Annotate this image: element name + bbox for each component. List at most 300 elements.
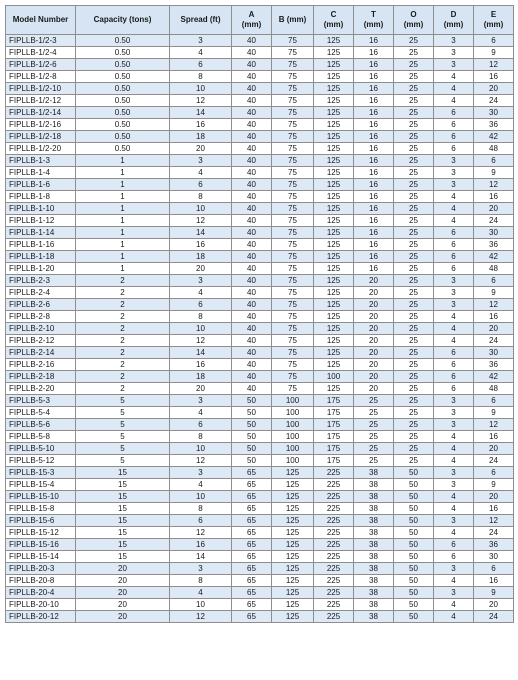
cell-e: 48 (474, 263, 514, 275)
cell-spread: 4 (170, 287, 232, 299)
cell-spread: 18 (170, 371, 232, 383)
cell-spread: 3 (170, 563, 232, 575)
table-row (6, 203, 514, 215)
cell-model-number: FIPLLB-1/2-18 (6, 131, 76, 143)
cell-a: 65 (232, 587, 272, 599)
cell-a: 40 (232, 35, 272, 47)
cell-c: 125 (314, 347, 354, 359)
cell-e: 20 (474, 599, 514, 611)
cell-capacity: 1 (76, 155, 170, 167)
cell-spread: 6 (170, 179, 232, 191)
cell-e: 36 (474, 359, 514, 371)
cell-b: 75 (272, 143, 314, 155)
table-row (6, 515, 514, 527)
cell-e: 12 (474, 299, 514, 311)
table-row (6, 119, 514, 131)
cell-c: 225 (314, 527, 354, 539)
cell-d: 3 (434, 275, 474, 287)
cell-a: 40 (232, 59, 272, 71)
cell-b: 125 (272, 599, 314, 611)
table-row (6, 35, 514, 47)
cell-d: 3 (434, 407, 474, 419)
cell-b: 75 (272, 203, 314, 215)
cell-e: 30 (474, 347, 514, 359)
cell-model-number: FIPLLB-15-14 (6, 551, 76, 563)
cell-spread: 16 (170, 119, 232, 131)
cell-t: 16 (354, 35, 394, 47)
cell-o: 25 (394, 443, 434, 455)
column-header-label: Model Number (12, 15, 69, 24)
cell-a: 65 (232, 539, 272, 551)
cell-e: 20 (474, 491, 514, 503)
cell-d: 3 (434, 563, 474, 575)
cell-b: 125 (272, 587, 314, 599)
cell-e: 30 (474, 551, 514, 563)
cell-model-number: FIPLLB-1/2-10 (6, 83, 76, 95)
cell-a: 40 (232, 335, 272, 347)
cell-c: 175 (314, 431, 354, 443)
cell-c: 125 (314, 323, 354, 335)
cell-capacity: 2 (76, 287, 170, 299)
cell-capacity: 0.50 (76, 143, 170, 155)
cell-e: 20 (474, 323, 514, 335)
cell-t: 25 (354, 455, 394, 467)
cell-c: 175 (314, 395, 354, 407)
cell-c: 225 (314, 515, 354, 527)
cell-t: 25 (354, 431, 394, 443)
cell-b: 125 (272, 539, 314, 551)
cell-e: 16 (474, 503, 514, 515)
cell-model-number: FIPLLB-1-16 (6, 239, 76, 251)
cell-c: 125 (314, 227, 354, 239)
cell-o: 50 (394, 479, 434, 491)
table-row (6, 383, 514, 395)
cell-b: 100 (272, 455, 314, 467)
cell-model-number: FIPLLB-2-14 (6, 347, 76, 359)
cell-capacity: 0.50 (76, 59, 170, 71)
cell-t: 16 (354, 59, 394, 71)
table-row (6, 95, 514, 107)
cell-spread: 12 (170, 455, 232, 467)
cell-a: 65 (232, 575, 272, 587)
cell-spread: 4 (170, 479, 232, 491)
column-header-o (394, 6, 434, 35)
cell-c: 175 (314, 407, 354, 419)
cell-o: 25 (394, 455, 434, 467)
cell-e: 16 (474, 575, 514, 587)
cell-a: 40 (232, 239, 272, 251)
cell-o: 25 (394, 383, 434, 395)
cell-a: 40 (232, 167, 272, 179)
cell-model-number: FIPLLB-1/2-16 (6, 119, 76, 131)
cell-c: 125 (314, 383, 354, 395)
cell-model-number: FIPLLB-2-20 (6, 383, 76, 395)
cell-d: 3 (434, 155, 474, 167)
cell-model-number: FIPLLB-1/2-12 (6, 95, 76, 107)
cell-spread: 3 (170, 467, 232, 479)
column-header-label: B (mm) (278, 15, 307, 24)
cell-a: 50 (232, 407, 272, 419)
cell-model-number: FIPLLB-1-18 (6, 251, 76, 263)
cell-t: 38 (354, 491, 394, 503)
cell-model-number: FIPLLB-1/2-4 (6, 47, 76, 59)
cell-spread: 12 (170, 335, 232, 347)
cell-d: 4 (434, 575, 474, 587)
cell-a: 65 (232, 527, 272, 539)
cell-model-number: FIPLLB-1-14 (6, 227, 76, 239)
table-row (6, 227, 514, 239)
cell-o: 25 (394, 95, 434, 107)
table-row (6, 575, 514, 587)
cell-o: 25 (394, 311, 434, 323)
cell-c: 125 (314, 47, 354, 59)
cell-b: 75 (272, 239, 314, 251)
cell-capacity: 15 (76, 527, 170, 539)
table-row (6, 551, 514, 563)
cell-o: 25 (394, 143, 434, 155)
cell-t: 25 (354, 395, 394, 407)
table-row (6, 311, 514, 323)
cell-d: 3 (434, 419, 474, 431)
cell-o: 25 (394, 347, 434, 359)
cell-e: 24 (474, 335, 514, 347)
table-row (6, 347, 514, 359)
cell-a: 40 (232, 227, 272, 239)
table-row (6, 395, 514, 407)
cell-a: 65 (232, 551, 272, 563)
cell-d: 3 (434, 299, 474, 311)
table-row (6, 179, 514, 191)
cell-t: 16 (354, 47, 394, 59)
cell-b: 75 (272, 311, 314, 323)
cell-t: 38 (354, 467, 394, 479)
cell-capacity: 1 (76, 263, 170, 275)
cell-d: 4 (434, 203, 474, 215)
cell-spread: 14 (170, 107, 232, 119)
cell-d: 4 (434, 83, 474, 95)
cell-b: 100 (272, 395, 314, 407)
cell-a: 50 (232, 455, 272, 467)
cell-o: 25 (394, 299, 434, 311)
cell-spread: 18 (170, 131, 232, 143)
cell-capacity: 0.50 (76, 131, 170, 143)
cell-model-number: FIPLLB-2-10 (6, 323, 76, 335)
cell-c: 125 (314, 71, 354, 83)
cell-capacity: 5 (76, 419, 170, 431)
cell-e: 6 (474, 467, 514, 479)
cell-c: 225 (314, 611, 354, 623)
cell-capacity: 2 (76, 311, 170, 323)
table-row (6, 275, 514, 287)
cell-c: 125 (314, 131, 354, 143)
cell-c: 125 (314, 251, 354, 263)
cell-d: 4 (434, 95, 474, 107)
cell-d: 6 (434, 347, 474, 359)
cell-a: 40 (232, 119, 272, 131)
table-row (6, 539, 514, 551)
cell-b: 75 (272, 323, 314, 335)
cell-a: 65 (232, 503, 272, 515)
cell-o: 25 (394, 83, 434, 95)
table-row (6, 371, 514, 383)
cell-o: 25 (394, 359, 434, 371)
column-header-label: O (410, 10, 417, 19)
cell-spread: 16 (170, 539, 232, 551)
cell-b: 125 (272, 611, 314, 623)
cell-b: 100 (272, 407, 314, 419)
cell-capacity: 15 (76, 491, 170, 503)
cell-o: 25 (394, 35, 434, 47)
table-row (6, 107, 514, 119)
cell-c: 125 (314, 155, 354, 167)
cell-t: 20 (354, 287, 394, 299)
cell-d: 6 (434, 263, 474, 275)
cell-t: 38 (354, 539, 394, 551)
cell-capacity: 15 (76, 503, 170, 515)
cell-o: 50 (394, 563, 434, 575)
cell-o: 25 (394, 167, 434, 179)
cell-c: 175 (314, 443, 354, 455)
column-header-b (272, 6, 314, 35)
table-row (6, 215, 514, 227)
cell-t: 16 (354, 239, 394, 251)
cell-capacity: 20 (76, 563, 170, 575)
cell-a: 40 (232, 251, 272, 263)
table-body (6, 35, 514, 623)
cell-t: 16 (354, 179, 394, 191)
cell-c: 175 (314, 419, 354, 431)
cell-spread: 20 (170, 383, 232, 395)
table-row (6, 419, 514, 431)
column-header-e (474, 6, 514, 35)
cell-a: 40 (232, 263, 272, 275)
cell-o: 25 (394, 203, 434, 215)
cell-o: 50 (394, 611, 434, 623)
cell-spread: 10 (170, 599, 232, 611)
column-header-label: Capacity (tons) (93, 15, 152, 24)
cell-o: 25 (394, 191, 434, 203)
cell-e: 48 (474, 383, 514, 395)
cell-c: 225 (314, 503, 354, 515)
cell-capacity: 0.50 (76, 107, 170, 119)
cell-a: 40 (232, 203, 272, 215)
cell-model-number: FIPLLB-15-8 (6, 503, 76, 515)
header-row (6, 6, 514, 35)
cell-capacity: 15 (76, 539, 170, 551)
cell-o: 25 (394, 107, 434, 119)
column-header-label: D (450, 10, 457, 19)
cell-model-number: FIPLLB-1/2-20 (6, 143, 76, 155)
cell-b: 125 (272, 503, 314, 515)
cell-t: 38 (354, 587, 394, 599)
cell-o: 25 (394, 71, 434, 83)
spec-table-container (5, 5, 514, 623)
cell-t: 38 (354, 563, 394, 575)
table-row (6, 323, 514, 335)
cell-c: 125 (314, 215, 354, 227)
column-header-a (232, 6, 272, 35)
cell-model-number: FIPLLB-15-16 (6, 539, 76, 551)
cell-d: 3 (434, 395, 474, 407)
cell-o: 25 (394, 407, 434, 419)
cell-d: 6 (434, 227, 474, 239)
cell-d: 4 (434, 335, 474, 347)
cell-a: 40 (232, 47, 272, 59)
cell-a: 65 (232, 491, 272, 503)
table-row (6, 611, 514, 623)
cell-e: 6 (474, 395, 514, 407)
cell-a: 50 (232, 395, 272, 407)
cell-b: 75 (272, 227, 314, 239)
cell-d: 6 (434, 383, 474, 395)
cell-e: 9 (474, 479, 514, 491)
cell-o: 50 (394, 599, 434, 611)
cell-e: 42 (474, 251, 514, 263)
cell-t: 20 (354, 299, 394, 311)
cell-d: 3 (434, 167, 474, 179)
cell-spread: 12 (170, 527, 232, 539)
table-row (6, 467, 514, 479)
cell-spread: 10 (170, 491, 232, 503)
cell-d: 6 (434, 107, 474, 119)
cell-b: 75 (272, 371, 314, 383)
cell-e: 6 (474, 563, 514, 575)
table-row (6, 155, 514, 167)
cell-model-number: FIPLLB-2-6 (6, 299, 76, 311)
cell-capacity: 2 (76, 323, 170, 335)
cell-o: 25 (394, 395, 434, 407)
cell-e: 24 (474, 215, 514, 227)
cell-t: 16 (354, 167, 394, 179)
cell-spread: 14 (170, 347, 232, 359)
table-row (6, 287, 514, 299)
cell-d: 4 (434, 323, 474, 335)
cell-e: 16 (474, 311, 514, 323)
cell-t: 38 (354, 515, 394, 527)
cell-capacity: 0.50 (76, 119, 170, 131)
cell-d: 6 (434, 239, 474, 251)
cell-c: 125 (314, 359, 354, 371)
column-header-label: E (490, 10, 497, 19)
cell-capacity: 5 (76, 395, 170, 407)
cell-spread: 18 (170, 251, 232, 263)
cell-a: 40 (232, 275, 272, 287)
cell-e: 24 (474, 527, 514, 539)
cell-t: 20 (354, 383, 394, 395)
cell-a: 40 (232, 131, 272, 143)
cell-c: 125 (314, 119, 354, 131)
cell-spread: 3 (170, 395, 232, 407)
table-row (6, 431, 514, 443)
cell-model-number: FIPLLB-15-4 (6, 479, 76, 491)
cell-c: 225 (314, 539, 354, 551)
cell-b: 75 (272, 335, 314, 347)
cell-t: 20 (354, 359, 394, 371)
cell-e: 6 (474, 155, 514, 167)
cell-d: 3 (434, 59, 474, 71)
column-header-unit: (mm) (363, 20, 384, 29)
table-row (6, 455, 514, 467)
cell-d: 3 (434, 47, 474, 59)
cell-model-number: FIPLLB-1-20 (6, 263, 76, 275)
cell-spread: 3 (170, 155, 232, 167)
cell-a: 65 (232, 479, 272, 491)
cell-o: 25 (394, 431, 434, 443)
cell-t: 20 (354, 311, 394, 323)
cell-spread: 10 (170, 203, 232, 215)
cell-spread: 14 (170, 227, 232, 239)
cell-t: 38 (354, 527, 394, 539)
cell-e: 6 (474, 275, 514, 287)
cell-c: 225 (314, 467, 354, 479)
cell-model-number: FIPLLB-1/2-8 (6, 71, 76, 83)
cell-d: 4 (434, 491, 474, 503)
cell-spread: 10 (170, 83, 232, 95)
cell-model-number: FIPLLB-15-6 (6, 515, 76, 527)
cell-d: 4 (434, 311, 474, 323)
cell-d: 6 (434, 371, 474, 383)
cell-a: 50 (232, 431, 272, 443)
cell-spread: 12 (170, 95, 232, 107)
cell-e: 48 (474, 143, 514, 155)
cell-spread: 4 (170, 407, 232, 419)
cell-o: 25 (394, 335, 434, 347)
cell-b: 125 (272, 563, 314, 575)
cell-b: 75 (272, 263, 314, 275)
cell-spread: 16 (170, 239, 232, 251)
cell-d: 4 (434, 527, 474, 539)
cell-c: 225 (314, 563, 354, 575)
cell-capacity: 5 (76, 443, 170, 455)
cell-d: 3 (434, 287, 474, 299)
cell-model-number: FIPLLB-20-8 (6, 575, 76, 587)
cell-capacity: 20 (76, 599, 170, 611)
cell-capacity: 1 (76, 251, 170, 263)
cell-b: 125 (272, 551, 314, 563)
cell-model-number: FIPLLB-5-3 (6, 395, 76, 407)
cell-e: 36 (474, 119, 514, 131)
cell-e: 12 (474, 419, 514, 431)
cell-a: 50 (232, 443, 272, 455)
cell-d: 3 (434, 515, 474, 527)
cell-o: 50 (394, 491, 434, 503)
cell-spread: 6 (170, 59, 232, 71)
cell-c: 125 (314, 143, 354, 155)
cell-spread: 8 (170, 71, 232, 83)
cell-spread: 4 (170, 167, 232, 179)
table-row (6, 299, 514, 311)
cell-c: 125 (314, 191, 354, 203)
cell-e: 12 (474, 515, 514, 527)
table-row (6, 359, 514, 371)
cell-b: 75 (272, 167, 314, 179)
cell-c: 125 (314, 275, 354, 287)
cell-d: 3 (434, 479, 474, 491)
cell-o: 25 (394, 287, 434, 299)
cell-e: 9 (474, 167, 514, 179)
cell-a: 40 (232, 215, 272, 227)
cell-o: 50 (394, 467, 434, 479)
cell-spread: 8 (170, 431, 232, 443)
cell-a: 40 (232, 347, 272, 359)
cell-o: 25 (394, 323, 434, 335)
table-row (6, 83, 514, 95)
cell-e: 36 (474, 239, 514, 251)
cell-model-number: FIPLLB-20-12 (6, 611, 76, 623)
cell-t: 16 (354, 119, 394, 131)
cell-b: 75 (272, 47, 314, 59)
cell-t: 16 (354, 131, 394, 143)
